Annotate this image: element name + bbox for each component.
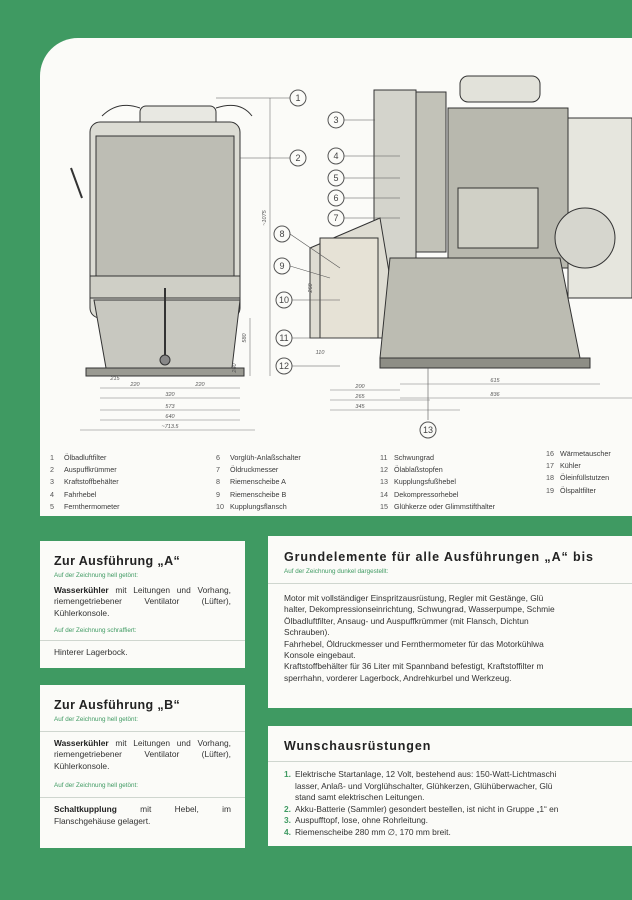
svg-text:12: 12 bbox=[278, 361, 290, 371]
text-line: Schrauben). bbox=[284, 627, 330, 638]
variant-b-box bbox=[40, 685, 245, 848]
divider bbox=[40, 731, 245, 732]
legend-item: 15 Glühkerze oder Glimmstifthalter bbox=[380, 501, 496, 511]
callout-10 bbox=[276, 292, 292, 308]
engine-drawing bbox=[40, 38, 632, 516]
base-elements-text bbox=[284, 593, 632, 684]
variant-a-text-2: Hinterer Lagerbock. bbox=[54, 647, 128, 658]
svg-text:5: 5 bbox=[333, 173, 339, 183]
legend-item: 3 Kraftstoffbehälter bbox=[50, 477, 119, 487]
dim-label: 200 bbox=[355, 384, 365, 390]
legend-item: 19 Ölspaltfilter bbox=[546, 485, 596, 495]
legend-column-3 bbox=[380, 452, 495, 513]
dim-label: 320 bbox=[165, 392, 175, 398]
callout-3 bbox=[328, 112, 344, 128]
variant-b-text-2: Schaltkupplung mit Hebel, im Flanschgehäuse gelagert. bbox=[54, 804, 231, 826]
callout-7 bbox=[328, 210, 344, 226]
variant-b-text-1: Wasserkühler mit Leitungen und Vorhang, riemengetriebener Ventilator (Lüfter), Kühlerkonsole. bbox=[54, 738, 231, 771]
optional-equipment-box bbox=[268, 726, 632, 846]
dim-label: 260 bbox=[308, 283, 314, 293]
text-line: Konsole eingebaut. bbox=[284, 650, 356, 661]
callout-6 bbox=[328, 190, 344, 206]
callout-8 bbox=[274, 226, 290, 242]
legend-item: 13 Kupplungsfußhebel bbox=[380, 477, 456, 487]
variant-b-note-2: Auf der Zeichnung hell getönt: bbox=[54, 782, 139, 790]
text-line: Motor mit vollständiger Einspritzausrüstung, Regler mit Gestänge, Glü bbox=[284, 593, 544, 603]
svg-text:9: 9 bbox=[279, 261, 285, 271]
callout-5 bbox=[328, 170, 344, 186]
legend-item: 5 Fernthermometer bbox=[50, 501, 120, 511]
base-elements-title: Grundelemente für alle Ausführungen „A“ bis bbox=[284, 550, 594, 564]
svg-text:7: 7 bbox=[333, 213, 339, 223]
legend-item: 14 Dekompressorhebel bbox=[380, 489, 459, 499]
legend-item: 1 Ölbadluftfilter bbox=[50, 453, 107, 462]
dim-label: ~1075 bbox=[262, 210, 268, 226]
divider bbox=[268, 761, 632, 762]
legend-item: 6 Vorglüh-Anlaßschalter bbox=[216, 453, 301, 462]
base-elements-box bbox=[268, 536, 632, 708]
legend-item: 9 Riemenscheibe B bbox=[216, 489, 287, 499]
option-item: 4. Riemenscheibe 280 mm ∅, 170 mm breit. bbox=[284, 826, 451, 837]
dim-label: 265 bbox=[355, 394, 365, 400]
text-line: halter, Dekompressionseinrichtung, Schwungrad, Wasserpumpe, Schmie bbox=[284, 604, 555, 615]
legend-item: 2 Auspuffkrümmer bbox=[50, 465, 117, 475]
technical-drawing-panel bbox=[40, 38, 632, 516]
legend-column-4 bbox=[546, 448, 611, 497]
legend-column-1 bbox=[50, 452, 120, 513]
dim-label: 280 bbox=[232, 363, 238, 373]
svg-text:2: 2 bbox=[295, 153, 301, 163]
option-item: 1. Elektrische Startanlage, 12 Volt, bestehend aus: 150-Watt-Lichtmaschi lasser, Anlaß- und Vorglühschalter, Glühkerzen, Glühüberwacher, Glü stand samt elektrischen Leitungen. bbox=[284, 769, 557, 803]
svg-text:6: 6 bbox=[333, 193, 339, 203]
svg-text:3: 3 bbox=[333, 115, 339, 125]
callout-9 bbox=[274, 258, 290, 274]
dim-label: 573 bbox=[165, 404, 175, 410]
callout-13 bbox=[420, 422, 436, 438]
variant-a-note-1: Auf der Zeichnung hell getönt: bbox=[54, 572, 139, 579]
svg-text:4: 4 bbox=[333, 151, 339, 161]
legend-item: 7 Öldruckmesser bbox=[216, 465, 279, 475]
dim-label: 215 bbox=[110, 376, 120, 382]
legend-item: 16 Wärmetauscher bbox=[546, 449, 611, 458]
svg-text:13: 13 bbox=[422, 425, 434, 435]
variant-b-note-1: Auf der Zeichnung hell getönt: bbox=[54, 716, 139, 723]
legend-item: 11 Schwungrad bbox=[380, 453, 434, 462]
dim-label: 220 bbox=[195, 382, 205, 388]
svg-text:8: 8 bbox=[279, 229, 285, 239]
divider bbox=[40, 797, 245, 798]
dim-label: 836 bbox=[490, 392, 500, 398]
dim-label: 345 bbox=[355, 404, 365, 410]
legend-column-2 bbox=[216, 452, 301, 513]
svg-text:11: 11 bbox=[279, 333, 289, 343]
dim-label: ~713.5 bbox=[161, 424, 179, 430]
air-filter-side bbox=[460, 76, 540, 102]
callout-1 bbox=[290, 90, 306, 106]
text-line: Ölbadluftfilter, Ansaug- und Auspuffkrümmer (mit Flansch, Dichtun bbox=[284, 615, 529, 626]
legend-item: 18 Öleinfüllstutzen bbox=[546, 473, 610, 483]
legend-item: 10 Kupplungsflansch bbox=[216, 501, 287, 511]
divider bbox=[268, 583, 632, 584]
optional-equipment-title: Wunschausrüstungen bbox=[284, 739, 432, 753]
callout-2 bbox=[290, 150, 306, 166]
dim-label: 580 bbox=[242, 333, 248, 343]
text-line: Fahrhebel, Öldruckmesser und Fernthermometer für das Motorkühlwa bbox=[284, 638, 544, 649]
dim-label: 110 bbox=[315, 350, 325, 356]
variant-a-box bbox=[40, 541, 245, 668]
option-item: 2. Akku-Batterie (Sammler) gesondert bestellen, ist nicht in Gruppe „1“ en bbox=[284, 803, 559, 814]
svg-text:10: 10 bbox=[278, 295, 290, 305]
variant-a-title: Zur Ausführung „A“ bbox=[54, 554, 181, 568]
variant-a-text-1: Wasserkühler mit Leitungen und Vorhang, riemengetriebener Ventilator (Lüfter), Kühlerkonsole. bbox=[54, 585, 231, 618]
callout-12 bbox=[276, 358, 292, 374]
text-line: Kraftstoffbehälter für 36 Liter mit Spannband befestigt, Kraftstoffilter m bbox=[284, 661, 544, 672]
dim-label: 640 bbox=[165, 414, 175, 420]
base-elements-note: Auf der Zeichnung dunkel dargestellt: bbox=[284, 568, 389, 575]
legend-item: 12 Ölablaßstopfen bbox=[380, 465, 443, 475]
option-item: 3. Auspufftopf, lose, ohne Rohrleitung. bbox=[284, 815, 429, 826]
dim-label: 615 bbox=[490, 378, 500, 384]
text-line: sperrhahn, vorderer Lagerbock, Andrehkurbel und Werkzeug. bbox=[284, 672, 512, 683]
dim-label: 220 bbox=[130, 382, 140, 388]
legend-item: 17 Kühler bbox=[546, 461, 581, 471]
variant-a-note-2: Auf der Zeichnung schraffiert: bbox=[54, 627, 137, 635]
variant-b-title: Zur Ausführung „B“ bbox=[54, 698, 181, 712]
svg-text:1: 1 bbox=[295, 93, 301, 103]
legend-item: 8 Riemenscheibe A bbox=[216, 477, 286, 487]
divider bbox=[40, 640, 245, 641]
callout-4 bbox=[328, 148, 344, 164]
legend-item: 4 Fahrhebel bbox=[50, 489, 97, 499]
callout-11 bbox=[276, 330, 292, 346]
